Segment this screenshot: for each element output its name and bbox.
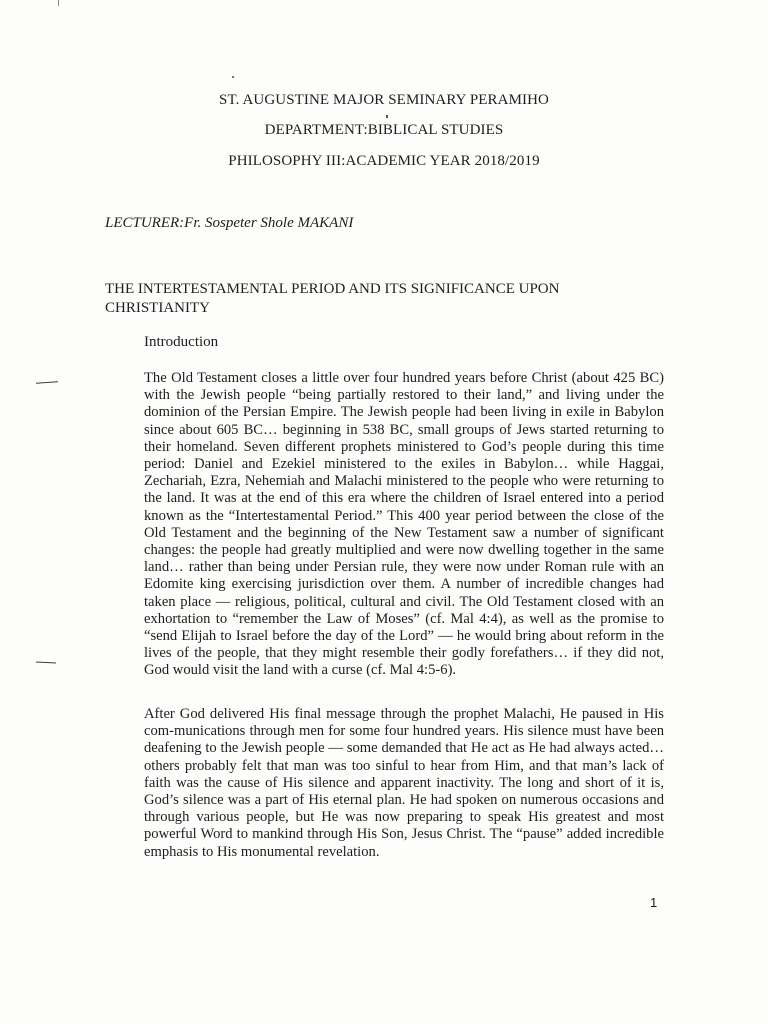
page-number: 1 (650, 895, 658, 910)
scan-speck (232, 76, 234, 78)
body-paragraph-1: The Old Testament closes a little over four hundred years before Christ (about 425 BC) with the Jewish people “being partially restored to their land,” and living under the dominion of the Persian Empire. The Jewish people had been living in exile in Babylon since about 605 BC… beginning in 538 BC, small groups of Jews started returning to their homeland. Seven different prophets ministered to God’s people during this time period: Daniel and Ezekiel ministered to the exiles in Babylon… while Haggai, Zechariah, Ezra, Nehemiah and Malachi ministered to the people who were returning to the land. It was at the end of this era where the children of Israel entered into a period known as the “Intertestamental Period.” This 400 year period between the close of the Old Testament and the beginning of the New Testament saw a number of significant changes: the people had greatly multiplied and were now dwelling together in the same land… rather than being under Persian rule, they were now under Roman rule with an Edomite king exercising jurisdiction over them. A number of incredible changes had taken place — religious, political, cultural and civil. The Old Testament closed with an exhortation to “remember the Law of Moses” (cf. Mal 4:4), as well as the promise to “send Elijah to Israel before the day of the Lord” — he would bring about reform in the lives of the people, that they might resemble their godly forefathers… if they did not, God would visit the land with a curse (cf. Mal 4:5-6). (144, 370, 664, 679)
scan-speck (386, 115, 388, 118)
margin-mark (36, 661, 56, 663)
scan-speck (58, 0, 59, 6)
document-title: THE INTERTESTAMENTAL PERIOD AND ITS SIGNIFICANCE UPON CHRISTIANITY (105, 281, 560, 316)
lecturer-line: LECTURER:Fr. Sospeter Shole MAKANI (105, 215, 354, 231)
department-heading: DEPARTMENT:BIBLICAL STUDIES (264, 122, 504, 138)
body-paragraph-2: After God delivered His final message through the prophet Malachi, He paused in His com-munications through men for some four hundred years. His silence must have been deafening to the Jewish people — some demanded that He act as He had always acted… others probably felt that man was too sinful to hear from Him, and that man’s lack of faith was the cause of His silence and apparent inactivity. The long and short of it is, God’s silence was a part of His eternal plan. He had spoken on numerous occasions and through various people, but He was now preparing to speak His greatest and most powerful Word to mankind through His Son, Jesus Christ. The “pause” added incredible emphasis to His monumental revelation. (144, 706, 664, 860)
institution-heading: ST. AUGUSTINE MAJOR SEMINARY PERAMIHO (219, 92, 549, 108)
margin-mark (36, 381, 58, 384)
section-heading: Introduction (144, 334, 219, 350)
course-heading: PHILOSOPHY III:ACADEMIC YEAR 2018/2019 (228, 153, 540, 169)
